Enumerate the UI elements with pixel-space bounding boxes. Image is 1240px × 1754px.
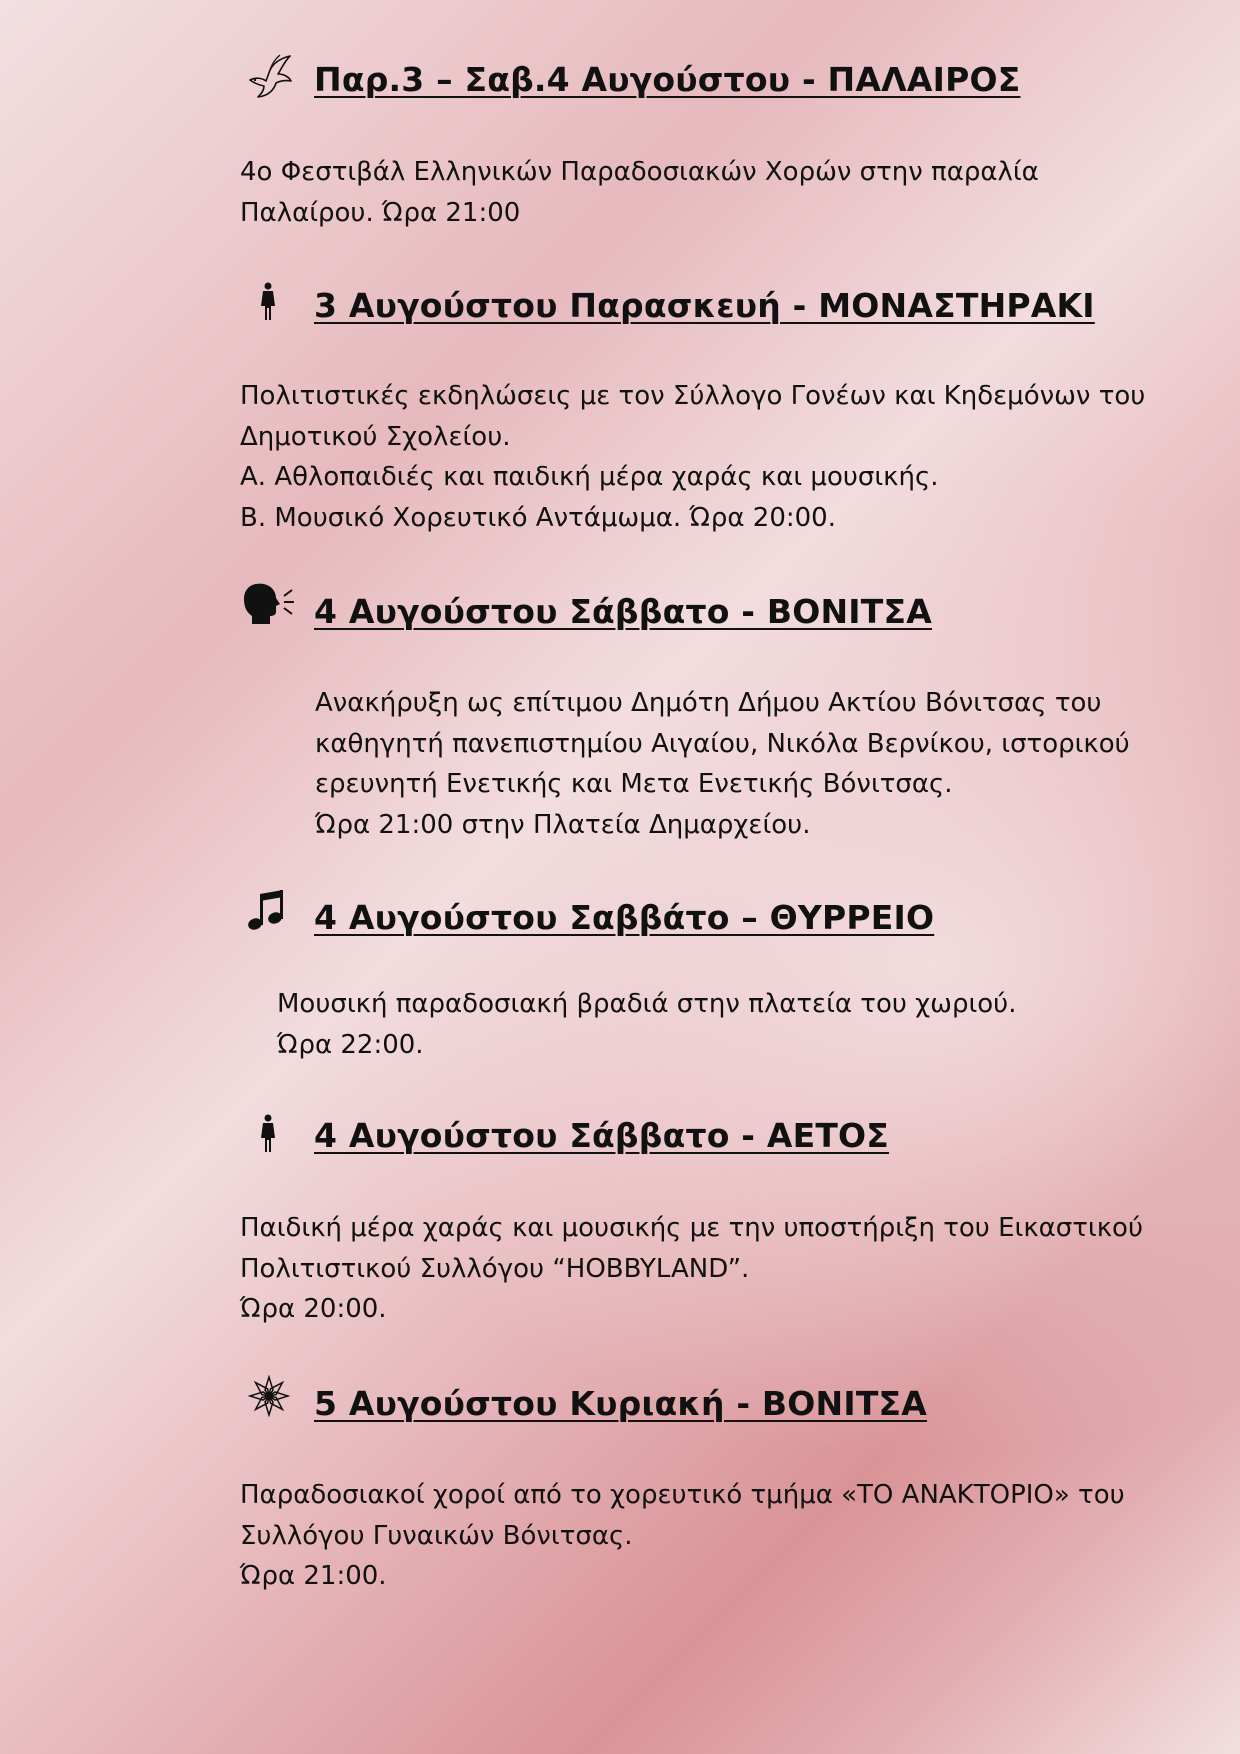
event-heading: 4 Αυγούστου Σαββάτο – ΘΥΡΡΕΙΟ — [314, 898, 935, 937]
woman-figure-icon — [258, 282, 278, 322]
description-line: Πολιτιστικού Συλλόγου “HOBBYLAND”. — [240, 1253, 750, 1284]
description-line: Ανακήρυξη ως επίτιμου Δημότη Δήμου Ακτίου Βόνιτσας του — [315, 688, 1102, 718]
speaking-head-icon — [242, 582, 298, 628]
description-line: Παραδοσιακοί χοροί από το χορευτικό τμήμα «ΤΟ ΑΝΑΚΤΟΡΙΟ» του — [240, 1480, 1125, 1510]
description-line: Δημοτικού Σχολείου. — [240, 421, 511, 452]
event-description — [240, 1475, 1125, 1597]
description-line: Συλλόγου Γυναικών Βόνιτσας. — [240, 1520, 633, 1551]
description-line: Ώρα 21:00 στην Πλατεία Δημαρχείου. — [315, 809, 811, 840]
event-heading: Παρ.3 – Σαβ.4 Αυγούστου - ΠΑΛΑΙΡΟΣ — [314, 60, 1021, 99]
event-description — [240, 1208, 1143, 1330]
description-line: Ώρα 21:00. — [240, 1561, 387, 1591]
description-line: Β. Μουσικό Χορευτικό Αντάμωμα. Ώρα 20:00. — [240, 502, 836, 533]
event-heading: 4 Αυγούστου Σάββατο - ΒΟΝΙΤΣΑ — [314, 592, 932, 631]
description-line: Παλαίρου. Ώρα 21:00 — [240, 197, 521, 228]
description-line: Παιδική μέρα χαράς και μουσικής με την υποστήριξη του Εικαστικού — [240, 1213, 1144, 1243]
description-line: 4ο Φεστιβάλ Ελληνικών Παραδοσιακών Χορών στην παραλία — [240, 157, 1039, 187]
event-description — [277, 984, 1016, 1065]
event-description — [315, 683, 1130, 845]
description-line: καθηγητή πανεπιστημίου Αιγαίου, Νικόλα Βερνίκου, ιστορικού — [315, 728, 1130, 759]
description-line: Πολιτιστικές εκδηλώσεις με τον Σύλλογο Γονέων και Κηδεμόνων του — [240, 381, 1146, 411]
description-line: Α. Αθλοπαιδιές και παιδική μέρα χαράς και μουσικής. — [240, 462, 939, 492]
event-heading: 3 Αυγούστου Παρασκευή - ΜΟΝΑΣΤΗΡΑΚΙ — [314, 286, 1095, 325]
event-description — [240, 376, 1145, 538]
description-line: ερευνητή Ενετικής και Μετα Ενετικής Βόνιτσας. — [315, 769, 953, 799]
event-heading: 5 Αυγούστου Κυριακή - ΒΟΝΙΤΣΑ — [314, 1384, 928, 1423]
description-line: Ώρα 20:00. — [240, 1294, 387, 1324]
description-line: Ώρα 22:00. — [277, 1029, 424, 1060]
woman-figure-icon — [258, 1114, 278, 1154]
music-note-icon — [246, 888, 286, 932]
event-heading: 4 Αυγούστου Σάββατο - ΑΕΤΟΣ — [314, 1116, 890, 1155]
starburst-icon — [248, 1375, 290, 1417]
dove-icon — [244, 50, 296, 102]
description-line: Μουσική παραδοσιακή βραδιά στην πλατεία του χωριού. — [277, 989, 1017, 1019]
event-description — [240, 152, 1039, 233]
